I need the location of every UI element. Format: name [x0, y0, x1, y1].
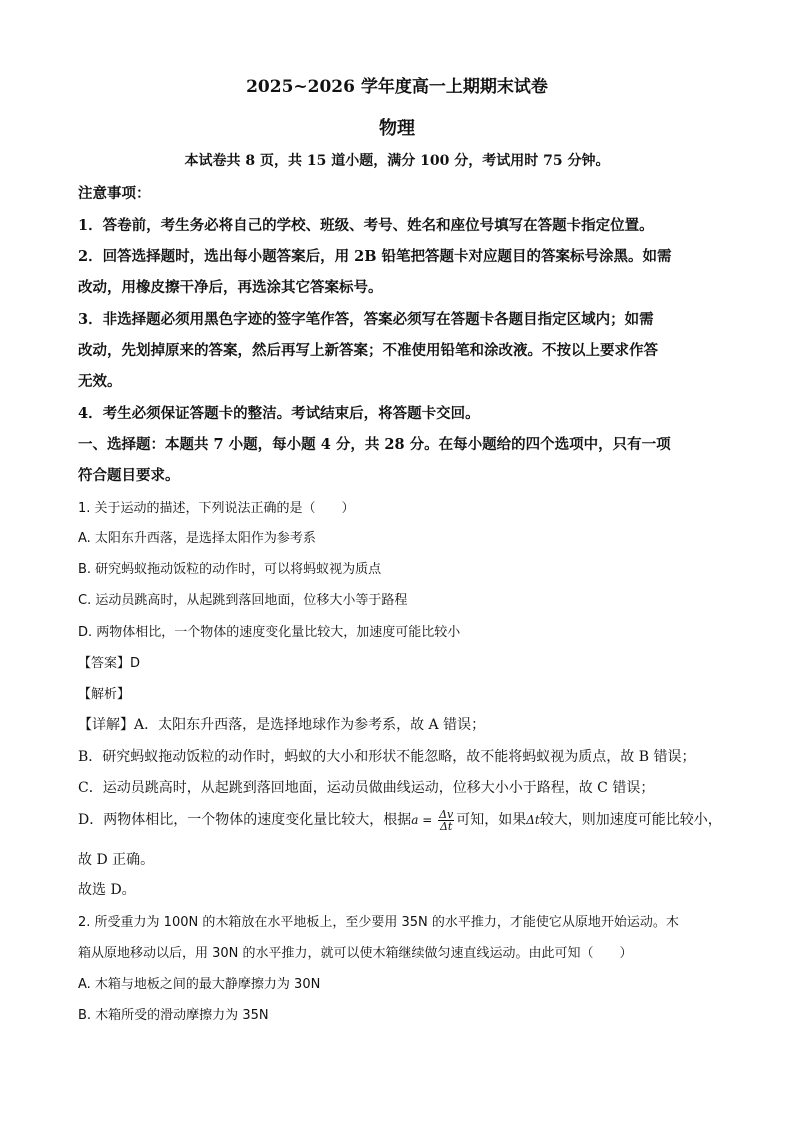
detail-a: 【详解】A．太阳东升西落，是选择地球作为参考系，故 A 错误；	[78, 717, 486, 733]
subject-title: 物理	[379, 118, 415, 139]
detail-d	[78, 804, 728, 836]
notice-item: 改动，先划掉原来的答案，然后再写上新答案；不准使用铅笔和涂改液。不按以上要求作答	[78, 342, 658, 359]
question-1-option-b: B. 研究蚂蚁拖动饭粒的动作时，可以将蚂蚁视为质点	[78, 562, 382, 577]
detail-d-conclusion: 故 D 正确。	[78, 852, 155, 868]
detail-b: B．研究蚂蚁拖动饭粒的动作时，蚂蚁的大小和形状不能忽略，故不能将蚂蚁视为质点，故 B 错误；	[78, 749, 696, 765]
notice-item: 2．回答选择题时，选出每小题答案后，用 2B 铅笔把答题卡对应题目的答案标号涂黑。如需	[78, 248, 672, 265]
notice-heading: 注意事项：	[78, 185, 151, 202]
notice-item: 改动，用橡皮擦干净后，再选涂其它答案标号。	[78, 279, 383, 296]
exam-title: 2025~2026 学年度高一上期期末试卷	[246, 77, 548, 97]
notice-item: 1．答卷前，考生务必将自己的学校、班级、考号、姓名和座位号填写在答题卡指定位置。	[78, 217, 654, 234]
detail-d-post: 较大，则加速度可能比较小，	[539, 812, 722, 828]
section-heading: 一、选择题：本题共 7 小题，每小题 4 分，共 28 分。在每小题给的四个选项中，只有一项	[78, 436, 671, 453]
formula-numerator: Δv	[439, 807, 454, 821]
formula-lhs: a	[411, 813, 419, 827]
question-1-option-a: A. 太阳东升西落，是选择太阳作为参考系	[78, 531, 316, 546]
section-heading: 符合题目要求。	[78, 467, 180, 484]
analysis-label: 【解析】	[78, 687, 131, 702]
acceleration-formula	[438, 809, 454, 832]
exam-info: 本试卷共 8 页，共 15 道小题，满分 100 分，考试用时 75 分钟。	[184, 153, 610, 169]
question-2-stem: 箱从原地移动以后，用 30N 的水平推力，就可以使木箱继续做匀速直线运动。由此可知（ ）	[78, 946, 633, 961]
formula-denominator: Δt	[439, 819, 453, 833]
notice-item: 3．非选择题必须用黑色字迹的签字笔作答，答案必须写在答题卡各题目指定区域内；如需	[78, 311, 654, 328]
question-1-option-c: C. 运动员跳高时，从起跳到落回地面，位移大小等于路程	[78, 593, 408, 608]
question-2-stem: 2. 所受重力为 100N 的木箱放在水平地板上，至少要用 35N 的水平推力，才能使它从原地开始运动。木	[78, 915, 679, 930]
formula-eq: =	[418, 813, 437, 827]
formula-delta-t: Δt	[526, 813, 540, 827]
choice-conclusion: 故选 D。	[78, 882, 136, 898]
answer-label: 【答案】D	[78, 656, 141, 671]
question-2-option-b: B. 木箱所受的滑动摩擦力为 35N	[78, 1008, 269, 1023]
question-1-stem: 1. 关于运动的描述，下列说法正确的是（ ）	[78, 501, 355, 516]
question-2-option-a: A. 木箱与地板之间的最大静摩擦力为 30N	[78, 977, 321, 992]
question-1-option-d: D. 两物体相比，一个物体的速度变化量比较大，加速度可能比较小	[78, 625, 461, 640]
notice-item: 4．考生必须保证答题卡的整洁。考试结束后，将答题卡交回。	[78, 405, 480, 422]
detail-d-pre: D．两物体相比，一个物体的速度变化量比较大，根据	[78, 812, 412, 828]
detail-d-mid: 可知，如果	[456, 812, 527, 828]
notice-item: 无效。	[78, 373, 122, 390]
detail-c: C．运动员跳高时，从起跳到落回地面，运动员做曲线运动，位移大小小于路程，故 C 错误；	[78, 780, 655, 796]
